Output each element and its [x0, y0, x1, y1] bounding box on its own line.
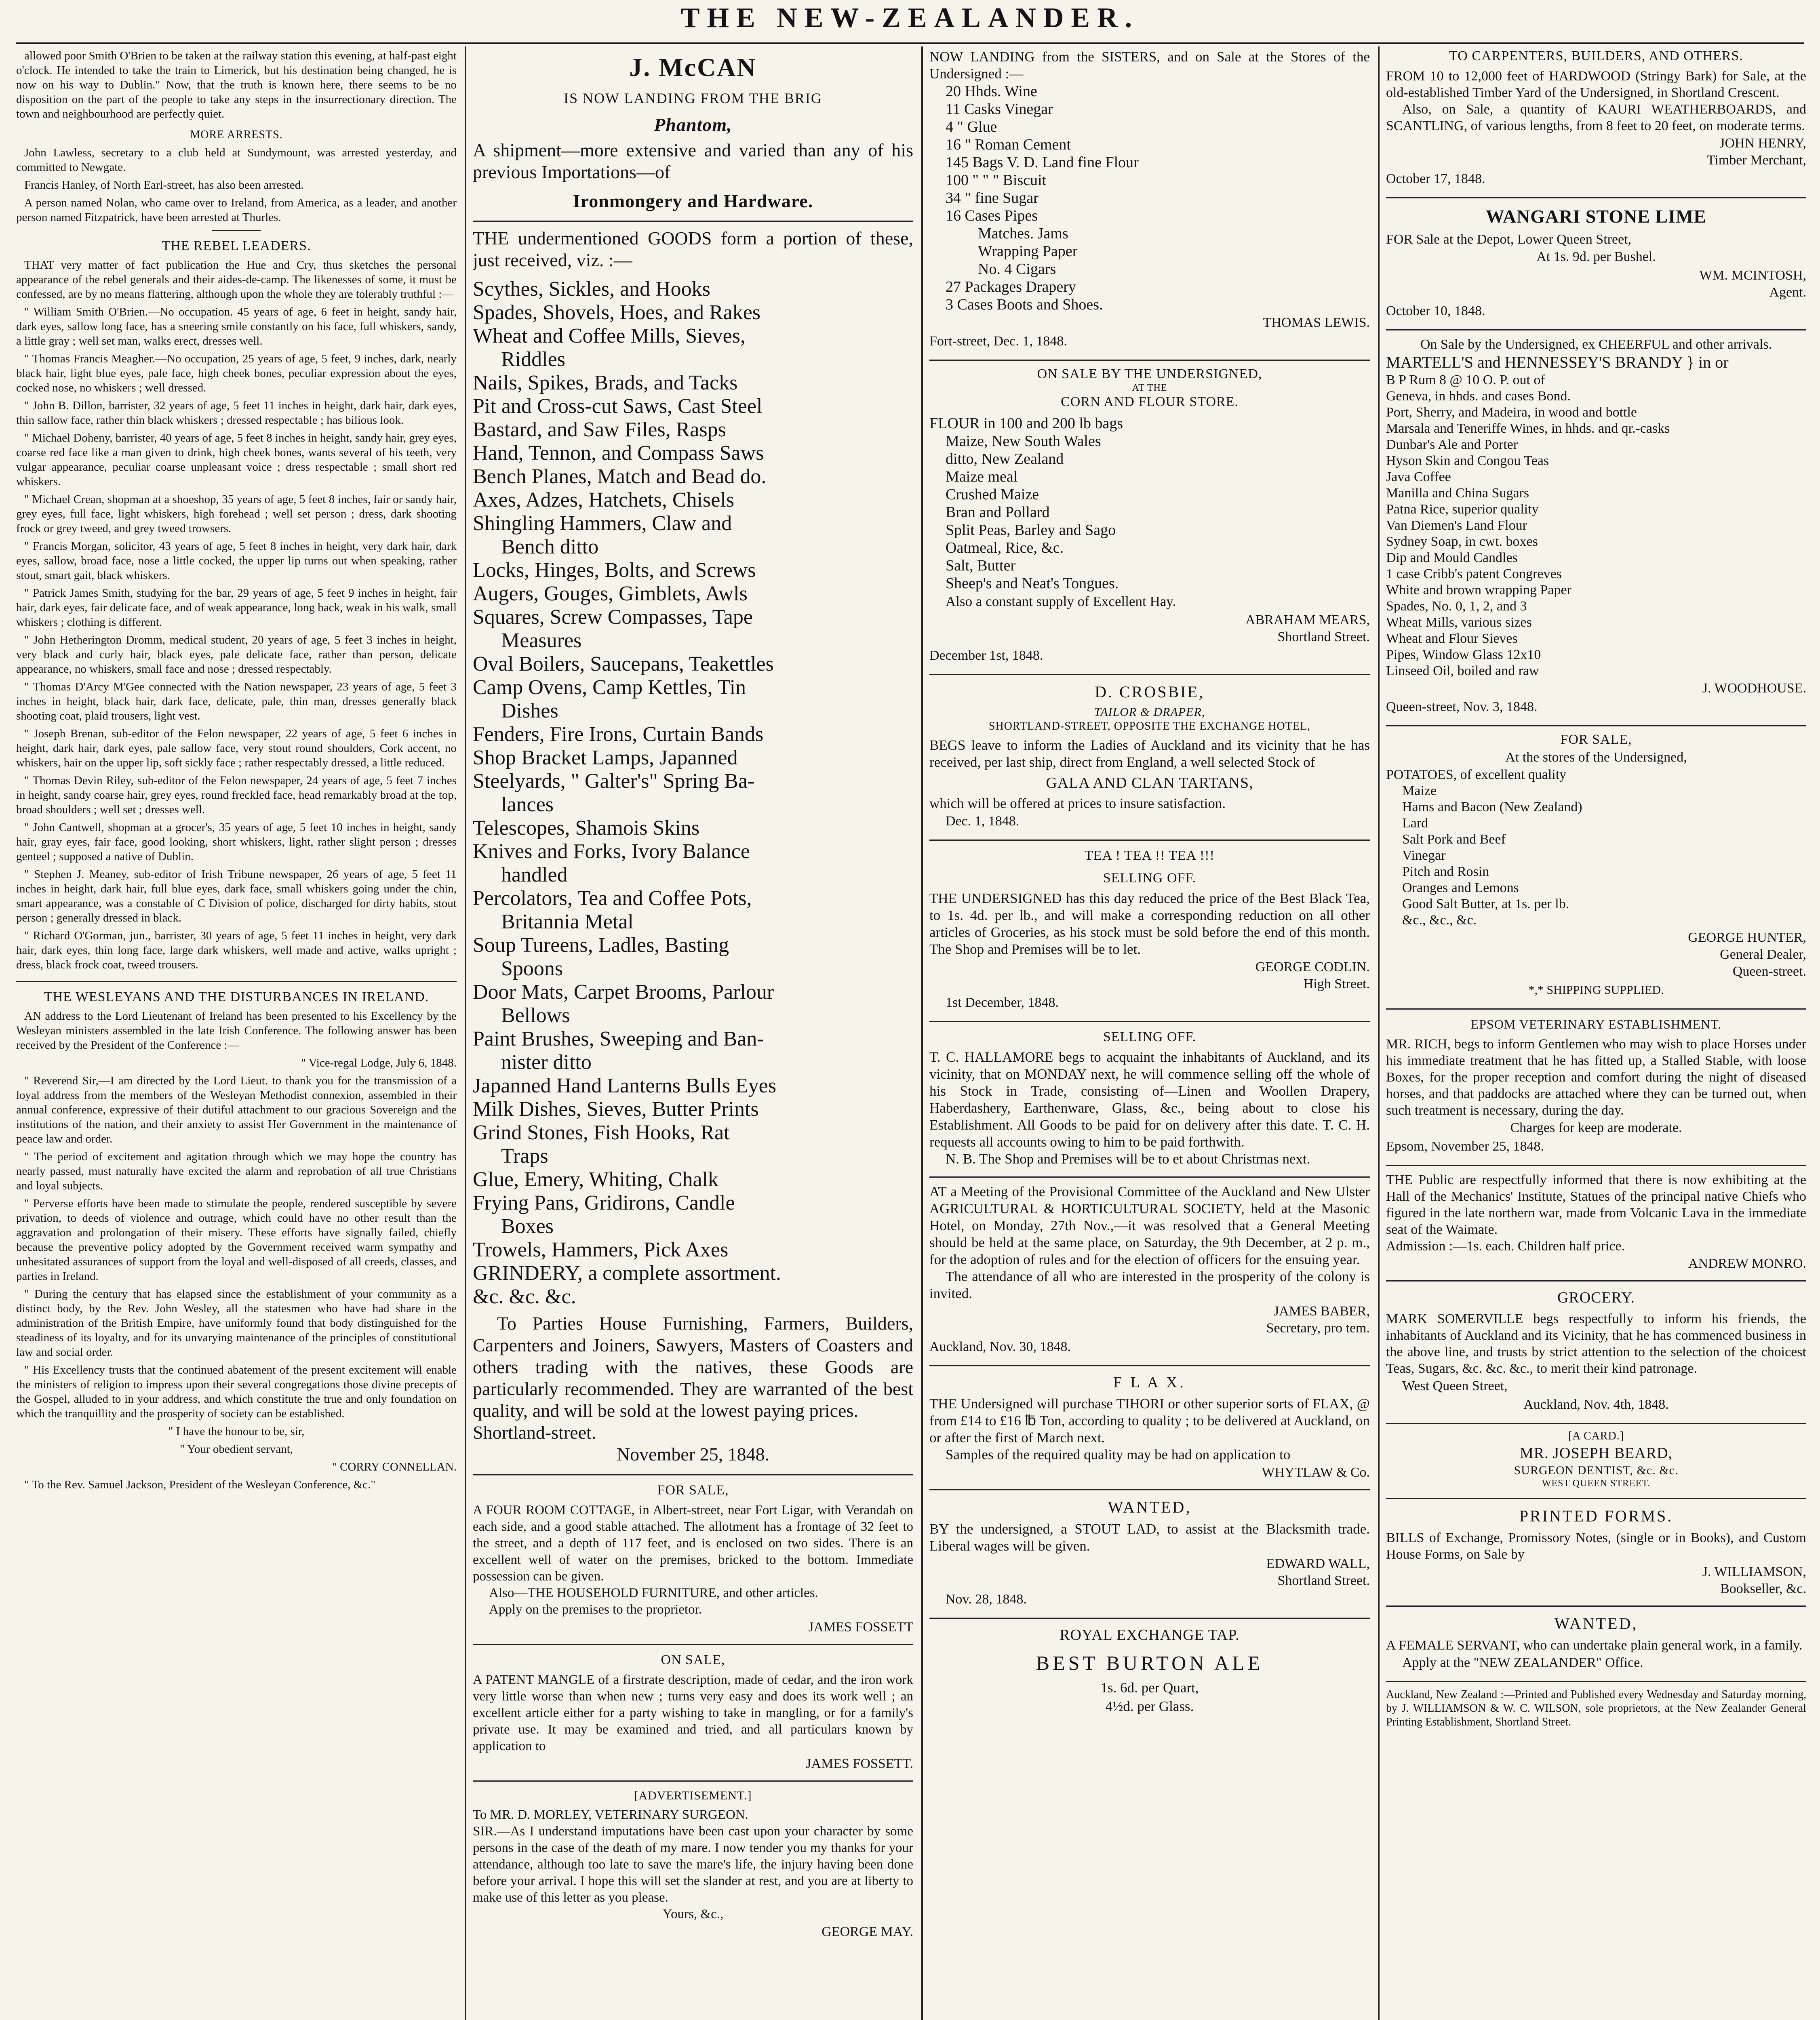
ad-date: Dec. 1, 1848.	[946, 814, 1020, 829]
goods-item: Salt Pork and Beef	[1402, 832, 1506, 847]
goods-item: Squares, Screw Compasses, Tape	[473, 606, 753, 629]
goods-item: Spoons	[501, 957, 563, 980]
news-paragraph: " The period of excitement and agitation through which we may hope the country has nearly passed, must naturally have excited the alarm and reprobation of all true Christians and loyal subjects.	[16, 1150, 457, 1192]
ad-heading: ROYAL EXCHANGE TAP.	[1060, 1627, 1240, 1643]
news-paragraph: " Thomas Francis Meagher.—No occupation, 25 years of age, 5 feet, 9 inches, dark, nearly black hair, light blue eyes, pale face, high cheek bones, peculiar expression about the eyes, cocked nose, no whiskers ; well dressed.	[16, 352, 457, 394]
ad-date: Nov. 28, 1848.	[946, 1592, 1027, 1607]
divider	[1386, 197, 1806, 198]
ad-date: Fort-street, Dec. 1, 1848.	[929, 334, 1067, 349]
ad-text: Also a constant supply of Excellent Hay.	[946, 593, 1176, 609]
ad-heading: FOR SALE,	[1560, 732, 1632, 747]
news-paragraph: " William Smith O'Brien.—No occupation. 45 years of age, 6 feet in height, sandy hair, dark eyes, sallow long face, has a sneering smile constantly on his face, full whiskers, sandy, a little gray ; well set man, walks erect, dresses well.	[16, 305, 457, 347]
news-paragraph: A person named Nolan, who came over to Ireland, from America, as a leader, and another person named Fitzpatrick, have been arrested at Thurles.	[16, 196, 457, 224]
goods-item: Dunbar's Ale and Porter	[1386, 437, 1518, 452]
news-paragraph: " Patrick James Smith, studying for the bar, 29 years of age, 5 feet 9 inches in height, fair hair, dark eyes, fair delicate face, and of weak appearance, long back, weak in his walk, small whiskers ; clothing is different.	[16, 587, 457, 629]
ad-text: FROM 10 to 12,000 feet of HARDWOOD (Stringy Bark) for Sale, at the old-established Timber Yard of the Undersigned, in Shortland Crescent.	[1386, 69, 1806, 100]
ad-heading: F L A X.	[1113, 1374, 1186, 1391]
ad-text: To Parties House Furnishing, Farmers, Builders, Carpenters and Joiners, Sawyers, Masters of Coasters and others trading with the natives, these Goods are particularly recommended. They are warranted of the best quality, and will be sold at the lowest paying prices.	[473, 1313, 913, 1421]
ad-text: Also—THE HOUSEHOLD FURNITURE, and other articles.	[489, 1586, 818, 1600]
goods-item: Shop Bracket Lamps, Japanned	[473, 746, 738, 769]
ad-subhead: Ironmongery and Hardware.	[573, 191, 813, 211]
goods-list	[1386, 372, 1806, 679]
ad-heading: SELLING OFF.	[1103, 1029, 1196, 1044]
ad-text: FOR Sale at the Depot, Lower Queen Street,	[1386, 232, 1632, 247]
goods-item: Marsala and Teneriffe Wines, in hhds. and qr.-casks	[1386, 421, 1670, 436]
news-paragraph: " Francis Morgan, solicitor, 43 years of age, 5 feet 8 inches in height, very dark hair, dark eyes, sallow, broad face, nose a little cocked, the upper lip turns out when speaking, rather stout, smart gait, black whiskers.	[16, 540, 457, 582]
goods-item: 27 Packages Drapery	[946, 278, 1076, 295]
ad-heading: TO CARPENTERS, BUILDERS, AND OTHERS.	[1449, 48, 1743, 63]
ad-text: THE undermentioned GOODS form a portion of these, just received, viz. :—	[473, 228, 913, 270]
ad-subhead: SURGEON DENTIST, &c. &c.	[1514, 1464, 1679, 1477]
ad-text: A PATENT MANGLE of a firstrate description, made of cedar, and the iron work very little worse than when new ; turns very easy and does its work well ; an excellent article either for a party wishing to take in mangling, or for a family's private use. It may be examined and tried, and all particulars known by application to	[473, 1673, 913, 1753]
article-title: THE WESLEYANS AND THE DISTURBANCES IN IRELAND.	[44, 989, 429, 1004]
ad-date: Auckland, Nov. 30, 1848.	[929, 1339, 1071, 1354]
goods-item: Frying Pans, Gridirons, Candle	[473, 1191, 735, 1214]
ad-text: Apply at the "NEW ZEALANDER" Office.	[1402, 1655, 1643, 1670]
goods-item: Nails, Spikes, Brads, and Tacks	[473, 371, 738, 394]
goods-item: GRINDERY, a complete assortment.	[473, 1262, 782, 1285]
goods-item: Augers, Gouges, Gimblets, Awls	[473, 582, 748, 605]
goods-list	[473, 278, 913, 1309]
news-paragraph: " Perverse efforts have been made to stimulate the people, rendered susceptible by severe privation, to deeds of violence and outrage, which could have no other result than the aggravation and prolongation of their misery. These efforts have signally failed, chiefly because the preventive policy adopted by the Government received warm sympathy and unhesitated assurances of support from the loyal and well-disposed of all creeds, classes, and parties in Ireland.	[16, 1197, 457, 1283]
goods-item: Milk Dishes, Sieves, Butter Prints	[473, 1098, 759, 1121]
ad-date: Auckland, Nov. 4th, 1848.	[1523, 1397, 1669, 1412]
letter-dateline: " Vice-regal Lodge, July 6, 1848.	[301, 1056, 457, 1069]
goods-item: Sheep's and Neat's Tongues.	[946, 575, 1119, 592]
goods-item: Java Coffee	[1386, 469, 1451, 484]
goods-item: Fenders, Fire Irons, Curtain Bands	[473, 723, 764, 746]
goods-item: Paint Brushes, Sweeping and Ban-	[473, 1027, 764, 1050]
ad-signature: ABRAHAM MEARS,	[1245, 612, 1370, 627]
news-paragraph: " Reverend Sir,—I am directed by the Lord Lieut. to thank you for the transmission of a loyal address from the members of the Wesleyan Methodist connexion, assembled in their annual conference, expressive of their dutiful attachment to our gracious Sovereign and the institutions of the nation, and their anxiety to assist Her Government in the maintenance of peace law and order.	[16, 1074, 457, 1145]
news-paragraph: " His Excellency trusts that the continued abatement of the present excitement will enable the ministers of religion to impress upon their several congregations those divine precepts of the Gospel, alluded to in your address, and which constitute the true and only foundation on which the tranquillity and the prosperity of society can be established.	[16, 1364, 457, 1420]
ad-subhead: GALA AND CLAN TARTANS,	[1046, 774, 1253, 791]
ad-signature: JAMES FOSSETT	[808, 1620, 913, 1635]
ad-signature: General Dealer,	[1720, 947, 1806, 962]
ad-signature: JOHN HENRY,	[1719, 136, 1806, 151]
ad-text: On Sale by the Undersigned, ex CHEERFUL and other arrivals.	[1420, 337, 1772, 352]
advertiser-name: D. CROSBIE,	[1095, 683, 1205, 701]
ad-signature: THOMAS LEWIS.	[1263, 315, 1370, 330]
news-paragraph: " During the century that has elapsed since the establishment of your community as a distinct body, by the Rev. John Wesley, all the statesmen who have had share in the administration of the British Empire, have uniformly found that body distinguished for the steadiness of its loyalty, and for its unvarying maintenance of the principles of constitutional law and social order.	[16, 1288, 457, 1359]
goods-item: Wheat and Coffee Mills, Sieves,	[473, 324, 746, 347]
goods-item: Hyson Skin and Congou Teas	[1386, 453, 1549, 468]
ad-signature: Queen-street.	[1732, 964, 1806, 979]
ad-signature: Shortland Street.	[1277, 1573, 1370, 1588]
goods-item: 100 " " " Biscuit	[946, 172, 1047, 189]
divider	[473, 1474, 913, 1475]
ad-heading: WANTED,	[1108, 1498, 1192, 1516]
goods-item: Wheat Mills, various sizes	[1386, 615, 1532, 630]
ad-subhead: TAILOR & DRAPER,	[1094, 705, 1205, 719]
goods-item: Salt, Butter	[946, 557, 1016, 574]
ad-text: MARK SOMERVILLE begs respectfully to inform his friends, the inhabitants of Auckland and its Vicinity, that he has commenced business in the above line, and trusts by strict attention to the selection of the choicest Teas, Sugars, &c. &c. &c., to merit their kind patronage.	[1386, 1311, 1806, 1376]
column-rule	[465, 46, 466, 2020]
ad-text: Also, on Sale, a quantity of KAURI WEATHERBOARDS, and SCANTLING, of various lengths, from 8 feet to 20 feet, on moderate terms.	[1386, 102, 1806, 133]
section-heading: MORE ARRESTS.	[190, 128, 283, 141]
goods-item: Crushed Maize	[946, 486, 1039, 503]
ad-text: Yours, &c.,	[662, 1907, 724, 1921]
news-paragraph: AN address to the Lord Lieutenant of Ireland has been presented to his Excellency by the Wesleyan ministers assembled in the late Irish Conference. The following answer has been received by the President of the Conference :—	[16, 1010, 457, 1052]
goods-item: 1 case Cribb's patent Congreves	[1386, 566, 1562, 581]
goods-item: White and brown wrapping Paper	[1386, 583, 1571, 598]
news-paragraph: John Lawless, secretary to a club held at Sundymount, was arrested yesterday, and committed to Newgate.	[16, 146, 457, 174]
news-paragraph: THAT very matter of fact publication the Hue and Cry, thus sketches the personal appearance of the rebel generals and their aides-de-camp. The likenesses of some, it must be confessed, are by no means flattering, although upon the whole they are tolerably truthful :—	[16, 259, 457, 301]
goods-item: Spades, No. 0, 1, 2, and 3	[1386, 599, 1527, 614]
goods-item: Pipes, Window Glass 12x10	[1386, 647, 1541, 662]
news-paragraph: allowed poor Smith O'Brien to be taken at the railway station this evening, at half-past eight o'clock. He intended to take the train to Limerick, but his destination being changed, he is now on his way to Dublin." Now, that the truth is known here, there seems to be no disposition on the part of the people to take any steps in the insurrectionary direction. The town and neighbourhood are perfectly quiet.	[16, 49, 457, 120]
goods-list	[929, 82, 1370, 314]
goods-item: Percolators, Tea and Coffee Pots,	[473, 887, 752, 910]
goods-item: Shingling Hammers, Claw and	[473, 512, 732, 535]
ad-text: Apply on the premises to the proprietor.	[489, 1602, 702, 1617]
goods-item: Measures	[501, 629, 582, 652]
ad-date: November 25, 1848.	[616, 1444, 770, 1464]
ad-date: Queen-street, Nov. 3, 1848.	[1386, 699, 1538, 714]
ad-heading: TEA ! TEA !! TEA !!!	[1085, 848, 1215, 863]
article-title: THE REBEL LEADERS.	[162, 238, 311, 253]
goods-item: Soup Tureens, Ladles, Basting	[473, 934, 729, 957]
ad-text: To MR. D. MORLEY, VETERINARY SURGEON.	[473, 1807, 748, 1822]
goods-item: Grind Stones, Fish Hooks, Rat	[473, 1121, 730, 1144]
divider	[929, 1618, 1370, 1619]
goods-item: Linseed Oil, boiled and raw	[1386, 663, 1539, 678]
ad-text: which will be offered at prices to insure satisfaction.	[929, 795, 1226, 811]
goods-item: 4 " Glue	[946, 118, 997, 135]
column-3	[929, 48, 1370, 2020]
ad-date: 1st December, 1848.	[946, 995, 1059, 1010]
divider	[1386, 1605, 1806, 1607]
goods-item: Geneva, in hhds. and cases Bond.	[1386, 389, 1571, 404]
goods-item: Port, Sherry, and Madeira, in wood and bottle	[1386, 405, 1637, 420]
divider	[929, 1365, 1370, 1366]
column-1	[16, 48, 457, 2020]
ad-heading: EPSOM VETERINARY ESTABLISHMENT.	[1470, 1017, 1722, 1031]
ad-heading: CORN AND FLOUR STORE.	[1061, 394, 1239, 409]
goods-item: Van Diemen's Land Flour	[1386, 518, 1527, 533]
goods-item: Telescopes, Shamois Skins	[473, 816, 700, 840]
ad-signature: GEORGE MAY.	[822, 1924, 913, 1939]
goods-item: 145 Bags V. D. Land fine Flour	[946, 154, 1139, 171]
ad-text: A FOUR ROOM COTTAGE, in Albert-street, near Fort Ligar, with Verandah on each side, and a good stable attached. The allotment has a frontage of 32 feet to the street, and a depth of 117 feet, and is enclosed on two sides. There is an excellent well of water on the premises, bricked to the bottom. Immediate possession can be given.	[473, 1503, 913, 1584]
news-paragraph: " Joseph Brenan, sub-editor of the Felon newspaper, 22 years of age, 5 feet 6 inches in height, dark hair, dark eyes, pale sallow face, very stout round shoulders, Cork accent, no whiskers, hair on the upper lip, soft sickly face ; rather respectably dressed, a little reduced.	[16, 727, 457, 769]
ad-heading: WANGARI STONE LIME	[1485, 206, 1707, 227]
divider	[1386, 725, 1806, 726]
goods-item: handled	[501, 863, 568, 886]
ad-heading: PRINTED FORMS.	[1519, 1507, 1673, 1525]
goods-item: Trowels, Hammers, Pick Axes	[473, 1238, 729, 1261]
ad-text: T. C. HALLAMORE begs to acquaint the inhabitants of Auckland, and its vicinity, that on MONDAY next, he will commence selling off the whole of his Stock in Trade, consisting of—Linen and Woollen Drapery, Haberdashery, Earthenware, Glass, &c., being about to close his Establishment. All Goods to be paid for on delivery after this date. T. C. H. requests all accounts owing to him to be paid forthwith.	[929, 1049, 1370, 1150]
ad-signature: JAMES FOSSETT.	[806, 1756, 913, 1771]
news-paragraph: " John B. Dillon, barrister, 32 years of age, 5 feet 11 inches in height, dark hair, dark eyes, thin sallow face, rather thin black whiskers ; dressed respectable ; has bilious look.	[16, 399, 457, 427]
divider	[1386, 1165, 1806, 1166]
divider	[1386, 1008, 1806, 1010]
ad-date: October 17, 1848.	[1386, 171, 1485, 186]
ad-text: SIR.—As I understand imputations have been cast upon your character by some persons in the case of the death of my mare. I now tender you my thanks for your attendance, although too late to save the mare's life, the injury having been done before your arrival. I hope this will set the slander at rest, and you are at liberty to make use of this letter as you please.	[473, 1824, 913, 1905]
ad-text: Admission :—1s. each. Children half price.	[1386, 1239, 1625, 1254]
goods-item: Wrapping Paper	[978, 243, 1078, 260]
goods-item: 16 Cases Pipes	[946, 207, 1038, 224]
goods-item: Hams and Bacon (New Zealand)	[1402, 800, 1582, 814]
goods-item: Hand, Tennon, and Compass Saws	[473, 442, 764, 465]
ad-date: December 1st, 1848.	[929, 648, 1043, 663]
ad-signature: Secretary, pro tem.	[1266, 1321, 1370, 1336]
goods-item: Maize meal	[946, 468, 1018, 485]
goods-item: Glue, Emery, Whiting, Chalk	[473, 1168, 719, 1191]
goods-item: No. 4 Cigars	[978, 261, 1056, 278]
goods-item: Split Peas, Barley and Sago	[946, 522, 1116, 539]
ad-note: *,* SHIPPING SUPPLIED.	[1528, 983, 1664, 997]
goods-item: Oatmeal, Rice, &c.	[946, 539, 1064, 556]
column-rule	[921, 46, 923, 2020]
goods-item: Traps	[501, 1145, 548, 1168]
goods-item: Matches. Jams	[978, 225, 1068, 242]
goods-item: Knives and Forks, Ivory Balance	[473, 840, 750, 863]
ad-text: THE Undersigned will purchase TIHORI or other superior sorts of FLAX, @ from £14 to £16 ℔ Ton, according to quality ; to be delivered at Auckland, on or after the first of March next.	[929, 1396, 1370, 1446]
goods-item: &c., &c., &c.	[1402, 913, 1477, 928]
ad-text: At the stores of the Undersigned,	[1505, 750, 1687, 765]
ad-heading: [A CARD.]	[1568, 1430, 1624, 1442]
ad-heading: [ADVERTISEMENT.]	[634, 1789, 752, 1802]
goods-item: lances	[501, 793, 554, 816]
goods-item: Scythes, Sickles, and Hooks	[473, 278, 710, 301]
ad-subhead: WEST QUEEN STREET.	[1542, 1478, 1651, 1489]
goods-item: Patna Rice, superior quality	[1386, 502, 1539, 517]
goods-item: Dishes	[501, 699, 558, 722]
letter-address: " To the Rev. Samuel Jackson, President of the Wesleyan Conference, &c."	[24, 1478, 376, 1491]
goods-item: Pitch and Rosin	[1402, 864, 1489, 879]
goods-item: nister ditto	[501, 1051, 592, 1074]
price-line: At 1s. 9d. per Bushel.	[1536, 249, 1656, 264]
goods-item: Bran and Pollard	[946, 504, 1050, 521]
goods-item: Good Salt Butter, at 1s. per lb.	[1402, 896, 1569, 911]
ad-heading: ON SALE BY THE UNDERSIGNED,	[1037, 366, 1262, 381]
column-rule	[1378, 46, 1380, 2020]
ad-text: BEGS leave to inform the Ladies of Auckland and its vicinity that he has received, per last ship, direct from England, a well selected Stock of	[929, 737, 1370, 770]
goods-item: Wheat and Flour Sieves	[1386, 631, 1518, 646]
goods-item: Riddles	[501, 348, 565, 371]
goods-item: Locks, Hinges, Bolts, and Screws	[473, 559, 756, 582]
goods-item: Oval Boilers, Saucepans, Teakettles	[473, 652, 774, 675]
goods-item: ditto, New Zealand	[946, 450, 1064, 467]
masthead-rule	[16, 42, 1804, 44]
divider	[929, 1176, 1370, 1178]
goods-item: 3 Cases Boots and Shoes.	[946, 296, 1103, 313]
ship-name: Phantom,	[654, 114, 732, 135]
printer-imprint: Auckland, New Zealand :—Printed and Published every Wednesday and Saturday morning, by J. WILLIAMSON & W. C. WILSON, sole proprietors, at the New Zealander General Printing Establishment, Shortland Street.	[1386, 1688, 1806, 1728]
divider	[1386, 1681, 1806, 1682]
divider	[1386, 1498, 1806, 1499]
goods-item: 11 Casks Vinegar	[946, 101, 1053, 118]
ad-signature: J. WOODHOUSE.	[1702, 681, 1806, 696]
ad-subhead: SHORTLAND-STREET, OPPOSITE THE EXCHANGE HOTEL,	[988, 720, 1311, 732]
divider	[212, 230, 261, 231]
goods-item: Japanned Hand Lanterns Bulls Eyes	[473, 1074, 776, 1097]
ad-signature: Bookseller, &c.	[1720, 1581, 1806, 1596]
ad-signature: EDWARD WALL,	[1266, 1556, 1370, 1571]
goods-item: Maize, New South Wales	[946, 433, 1101, 450]
divider	[473, 221, 913, 222]
ad-text: MARTELL'S and HENNESSEY'S BRANDY } in or	[1386, 353, 1729, 371]
ad-heading: FOR SALE,	[657, 1483, 729, 1498]
divider	[929, 1021, 1370, 1022]
ad-text: The attendance of all who are interested in the prosperity of the colony is invited.	[929, 1269, 1370, 1301]
goods-item: Pit and Cross-cut Saws, Cast Steel	[473, 395, 763, 418]
divider	[16, 981, 457, 982]
price-line: 4½d. per Glass.	[1105, 1698, 1194, 1714]
ad-text: Charges for keep are moderate.	[1510, 1120, 1682, 1135]
ad-signature: Shortland Street.	[1277, 629, 1370, 644]
goods-item: Camp Ovens, Camp Kettles, Tin	[473, 676, 746, 699]
ad-text: A shipment—more extensive and varied than any of his previous Importations—of	[473, 140, 913, 182]
ad-heading: WANTED,	[1554, 1614, 1638, 1633]
goods-list	[1386, 767, 1806, 928]
ad-signature: High Street.	[1303, 976, 1370, 991]
goods-item: Vinegar	[1402, 848, 1446, 863]
ad-place: Shortland-street.	[473, 1422, 596, 1443]
goods-item: 34 " fine Sugar	[946, 189, 1038, 206]
ad-text: THE UNDERSIGNED has this day reduced the price of the Best Black Tea, to 1s. 4d. per lb., and will make a corresponding reduction on all other articles of Groceries, as his stock must be sold before the end of this month. The Shop and Premises will be to let.	[929, 890, 1370, 957]
news-paragraph: " Michael Crean, shopman at a shoeshop, 35 years of age, 5 feet 8 inches, fair or sandy hair, grey eyes, full face, light whiskers, high forehead ; well set person ; dress, dark shooting frock or grey tweed, and grey tweed trowsers.	[16, 493, 457, 535]
goods-item: Bastard, and Saw Files, Rasps	[473, 418, 726, 441]
ad-text: THE Public are respectfully informed that there is now exhibiting at the Hall of the Mechanics' Institute, Statues of the principal native Chiefs who figured in the late northern war, made from Volcanic Lava in the immediate seat of the Waimate.	[1386, 1172, 1806, 1237]
goods-list	[929, 415, 1370, 592]
goods-item: POTATOES, of excellent quality	[1386, 767, 1567, 782]
goods-item: Britannia Metal	[501, 910, 634, 933]
goods-item: Dip and Mould Candles	[1386, 550, 1518, 565]
ad-signature: ANDREW MONRO.	[1688, 1256, 1806, 1271]
goods-item: FLOUR in 100 and 200 lb bags	[929, 415, 1123, 432]
ad-date: October 10, 1848.	[1386, 303, 1485, 318]
ad-text: AT a Meeting of the Provisional Committee of the Auckland and New Ulster AGRICULTURAL & HORTICULTURAL SOCIETY, held at the Masonic Hotel, on Monday, 27th Nov.,—it was resolved that a General Meeting should be held at the same place, on Saturday, the 9th December, at 2 p. m., for the adoption of rules and for the election of officers for the ensuing year.	[929, 1184, 1370, 1267]
divider	[929, 840, 1370, 841]
goods-item: Maize	[1402, 783, 1437, 798]
goods-item: Sydney Soap, in cwt. boxes	[1386, 534, 1538, 549]
ad-text: NOW LANDING from the SISTERS, and on Sale at the Stores of the Undersigned :—	[929, 49, 1370, 82]
ad-signature: J. WILLIAMSON,	[1702, 1564, 1806, 1579]
ad-place: West Queen Street,	[1402, 1378, 1508, 1393]
divider	[929, 674, 1370, 675]
news-paragraph: " Michael Doheny, barrister, 40 years of age, 5 feet 8 inches in height, sandy hair, grey eyes, coarse red face like a man given to drink, high cheek bones, wants several of his teeth, very vulgar appearance, peculiar coarse unpleasant voice ; dress respectable ; small short red whiskers.	[16, 431, 457, 488]
ad-subhead: IS NOW LANDING FROM THE BRIG	[564, 90, 822, 106]
letter-signature: " CORRY CONNELLAN.	[332, 1460, 457, 1473]
ad-heading: AT THE	[1132, 383, 1167, 393]
ad-text: N. B. The Shop and Premises will be to et about Christmas next.	[946, 1151, 1310, 1167]
goods-item: 20 Hhds. Wine	[946, 83, 1037, 100]
divider	[1386, 1280, 1806, 1281]
ad-subhead: BEST BURTON ALE	[1036, 1652, 1264, 1674]
news-paragraph: " John Cantwell, shopman at a grocer's, 35 years of age, 5 feet 10 inches in height, sandy hair, gray eyes, fair face, good looking, short whiskers, light, rather slight person ; dresses genteel ; supposed a native of Dublin.	[16, 821, 457, 863]
advertiser-name: J. McCAN	[629, 53, 757, 82]
ad-heading: GROCERY.	[1557, 1289, 1635, 1306]
goods-item: 16 " Roman Cement	[946, 136, 1071, 153]
ad-signature: GEORGE CODLIN.	[1255, 960, 1370, 974]
ad-text: BILLS of Exchange, Promissory Notes, (single or in Books), and Custom House Forms, on Sale by	[1386, 1530, 1806, 1562]
goods-item: Steelyards, " Galter's" Spring Ba-	[473, 770, 755, 793]
goods-item: Lard	[1402, 816, 1428, 831]
divider	[929, 1489, 1370, 1490]
price-line: 1s. 6d. per Quart,	[1100, 1680, 1199, 1696]
ad-signature: WM. MCINTOSH,	[1699, 268, 1806, 283]
news-paragraph: " Stephen J. Meaney, sub-editor of Irish Tribune newspaper, 26 years of age, 5 feet 11 inches in height, dark hair, full blue eyes, dark face, small whiskers going under the chin, smart appearance, was a constable of C Division of police, discharged for dirty habits, stout person ; generally dressed in black.	[16, 868, 457, 924]
ad-text: A FEMALE SERVANT, who can undertake plain general work, in a family.	[1386, 1638, 1803, 1653]
column-4	[1386, 48, 1806, 2020]
goods-item: Spades, Shovels, Hoes, and Rakes	[473, 301, 761, 324]
news-paragraph: " Thomas D'Arcy M'Gee connected with the Nation newspaper, 23 years of age, 5 feet 3 inches in height, black hair, dark face, delicate, pale, thin man, dresses generally black shooting coat, plaid trousers, light vest.	[16, 680, 457, 722]
ad-text: MR. RICH, begs to inform Gentlemen who may wish to place Horses under his immediate treatment that he has fitted up, a Stalled Stable, with loose Boxes, for the proper reception and comfort during the night of diseased horses, and that paddocks are attached where they can be turned out, when such treatment is necessary, during the day.	[1386, 1037, 1806, 1118]
ad-date: Epsom, November 25, 1848.	[1386, 1139, 1544, 1154]
ad-signature: Agent.	[1769, 285, 1806, 300]
divider	[473, 1644, 913, 1645]
letter-closing: " I have the honour to be, sir,	[168, 1425, 305, 1438]
goods-item: Door Mats, Carpet Brooms, Parlour	[473, 981, 774, 1004]
news-paragraph: " Thomas Devin Riley, sub-editor of the Felon newspaper, 24 years of age, 5 feet 7 inches in height, sandy coarse hair, grey eyes, round freckled face, head remarkably broad at the top, broad shoulders ; well set ; dresses well.	[16, 774, 457, 816]
ad-heading: SELLING OFF.	[1103, 871, 1196, 886]
ad-signature: GEORGE HUNTER,	[1688, 930, 1806, 945]
goods-item: B P Rum 8 @ 10 O. P. out of	[1386, 372, 1545, 387]
ad-text: Samples of the required quality may be had on application to	[946, 1447, 1291, 1462]
goods-item: Oranges and Lemons	[1402, 880, 1519, 895]
ad-signature: Timber Merchant,	[1706, 153, 1806, 168]
goods-item: Boxes	[501, 1215, 554, 1238]
divider	[929, 360, 1370, 361]
goods-item: Bellows	[501, 1004, 570, 1027]
news-paragraph: Francis Hanley, of North Earl-street, has also been arrested.	[24, 179, 304, 191]
ad-heading: ON SALE,	[661, 1652, 725, 1667]
masthead: THE NEW-ZEALANDER.	[680, 2, 1140, 34]
advertiser-name: MR. JOSEPH BEARD,	[1519, 1445, 1673, 1462]
divider	[1386, 1423, 1806, 1424]
divider	[1386, 329, 1806, 330]
letter-closing: " Your obedient servant,	[179, 1443, 293, 1456]
goods-item: &c. &c. &c.	[473, 1285, 576, 1308]
column-2	[473, 48, 913, 2020]
ad-text: BY the undersigned, a STOUT LAD, to assist at the Blacksmith trade. Liberal wages will be given.	[929, 1521, 1370, 1554]
ad-signature: JAMES BABER,	[1273, 1304, 1370, 1319]
news-paragraph: " Richard O'Gorman, jun., barrister, 30 years of age, 5 feet 11 inches in height, very dark hair, dark eyes, thin long face, large dark whiskers, well made and active, walks upright ; dress, black frock coat, tweed trousers.	[16, 929, 457, 971]
divider	[473, 1780, 913, 1782]
ad-signature: WHYTLAW & Co.	[1262, 1465, 1370, 1480]
goods-item: Manilla and China Sugars	[1386, 486, 1529, 501]
goods-item: Axes, Adzes, Hatchets, Chisels	[473, 488, 735, 511]
goods-item: Bench ditto	[501, 535, 599, 558]
goods-item: Bench Planes, Match and Bead do.	[473, 465, 767, 488]
news-paragraph: " John Hetherington Dromm, medical student, 20 years of age, 5 feet 3 inches in height, very black and curly hair, black eyes, pale delicate face, rather than person, delicate appearance, no whiskers, small face and nose ; dressed respectably.	[16, 633, 457, 675]
